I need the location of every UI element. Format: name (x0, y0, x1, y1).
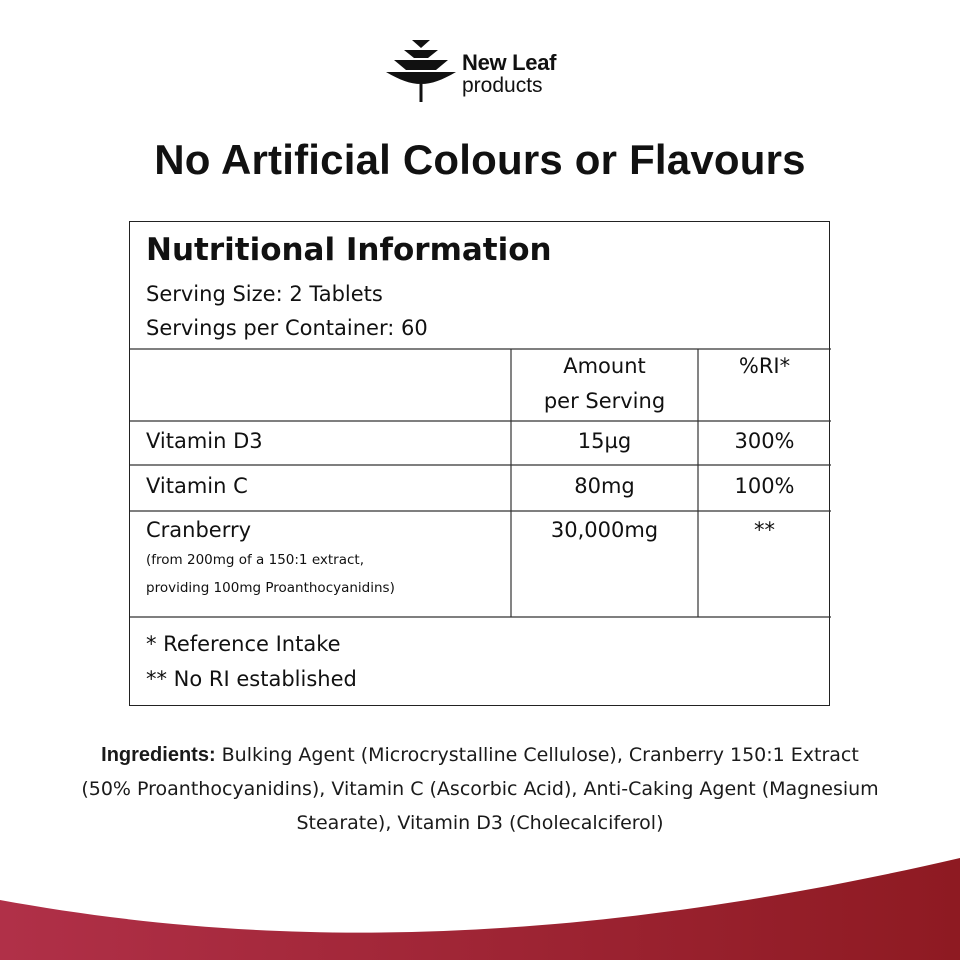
brand-subtitle: products (462, 74, 543, 97)
ingredients-label: Ingredients: (101, 744, 216, 766)
row-name: Vitamin D3 (146, 429, 263, 453)
header-amount-line2: per Serving (543, 389, 666, 413)
ingredients-text (80, 738, 880, 840)
row-ri: 100% (734, 474, 795, 498)
row-name: Cranberry (146, 518, 252, 542)
serving-size: Serving Size: 2 Tablets (146, 282, 383, 306)
page-headline: No Artificial Colours or Flavours (154, 136, 806, 183)
row-ri: 300% (734, 429, 795, 453)
ingredients-list: Bulking Agent (Microcrystalline Cellulose), Cranberry 150:1 Extract (50% Proanthocyanidins), Vitamin C (Ascorbic Acid), Anti-Caking Agent (Magnesium Stearate), Vitamin D3 (Cholecalciferol) (81, 744, 879, 834)
header-amount-line1: Amount (563, 354, 646, 378)
row-amount: 30,000mg (550, 518, 659, 542)
row-note-line1: (from 200mg of a 150:1 extract, (146, 552, 364, 568)
row-amount: 80mg (574, 474, 635, 498)
footnote-reference-intake: * Reference Intake (146, 632, 341, 656)
decorative-wave-footer (0, 840, 960, 960)
brand-name: New Leaf (462, 50, 557, 75)
servings-per-container: Servings per Container: 60 (146, 316, 428, 340)
footnote-no-ri: ** No RI established (146, 667, 357, 691)
tree-leaf-logo-icon (386, 40, 456, 104)
row-name: Vitamin C (146, 474, 248, 498)
row-ri: ** (754, 518, 775, 542)
nutrition-panel (129, 221, 830, 706)
row-note-line2: providing 100mg Proanthocyanidins) (146, 580, 395, 596)
panel-title: Nutritional Information (146, 232, 552, 268)
row-amount: 15µg (577, 429, 632, 453)
brand-logo (386, 40, 586, 104)
header-ri: %RI* (738, 354, 791, 378)
